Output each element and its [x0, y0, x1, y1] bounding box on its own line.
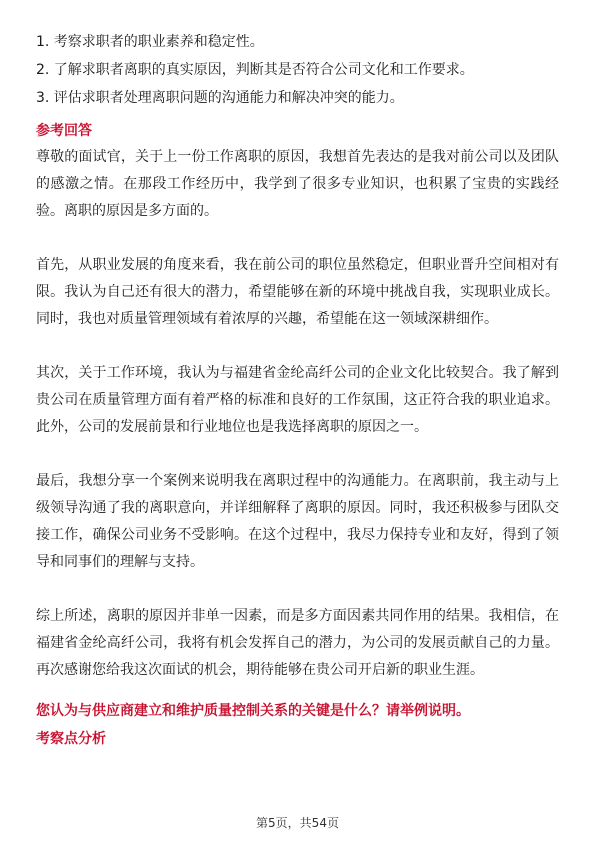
answer-paragraph: 最后，我想分享一个案例来说明我在离职过程中的沟通能力。在离职前，我主动与上级领导沟通了我的离职意向，并详细解释了离职的原因。同时，我还积极参与团队交接工作，确保公司业务不受影响。在这个过程中，我尽力保持专业和友好，得到了领导和同事们的理解与支持。: [36, 473, 559, 570]
reference-answer-heading: 参考回答: [36, 123, 92, 139]
answer-paragraph: 其次，关于工作环境，我认为与福建省金纶高纤公司的企业文化比较契合。我了解到贵公司在质量管理方面有着严格的标准和良好的工作氛围，这正符合我的职业追求。此外，公司的发展前景和行业地位也是我选择离职的原因之一。: [36, 365, 559, 435]
list-item: 1. 考察求职者的职业素养和稳定性。: [36, 34, 264, 50]
analysis-heading: 考察点分析: [36, 731, 106, 747]
answer-paragraph: 综上所述，离职的原因并非单一因素，而是多方面因素共同作用的结果。我相信，在福建省金纶高纤公司，我将有机会发挥自己的潜力，为公司的发展贡献自己的力量。再次感谢您给我这次面试的机会，期待能够在贵公司开启新的职业生涯。: [36, 608, 559, 678]
page-number-footer: 第5页，共54页: [256, 816, 339, 830]
page-content: [36, 28, 559, 752]
list-item: 2. 了解求职者离职的真实原因，判断其是否符合公司文化和工作要求。: [36, 62, 474, 78]
answer-paragraph: 首先，从职业发展的角度来看，我在前公司的职位虽然稳定，但职业晋升空间相对有限。我认为自己还有很大的潜力，希望能够在新的环境中挑战自我，实现职业成长。同时，我也对质量管理领域有着浓厚的兴趣，希望能在这一领域深耕细作。: [36, 257, 559, 327]
list-item: 3. 评估求职者处理离职问题的沟通能力和解决冲突的能力。: [36, 90, 404, 106]
answer-paragraph: 尊敬的面试官，关于上一份工作离职的原因，我想首先表达的是我对前公司以及团队的感激之情。在那段工作经历中，我学到了很多专业知识，也积累了宝贵的实践经验。离职的原因是多方面的。: [36, 149, 559, 219]
next-question-heading: 您认为与供应商建立和维护质量控制关系的关键是什么？请举例说明。: [36, 703, 470, 719]
